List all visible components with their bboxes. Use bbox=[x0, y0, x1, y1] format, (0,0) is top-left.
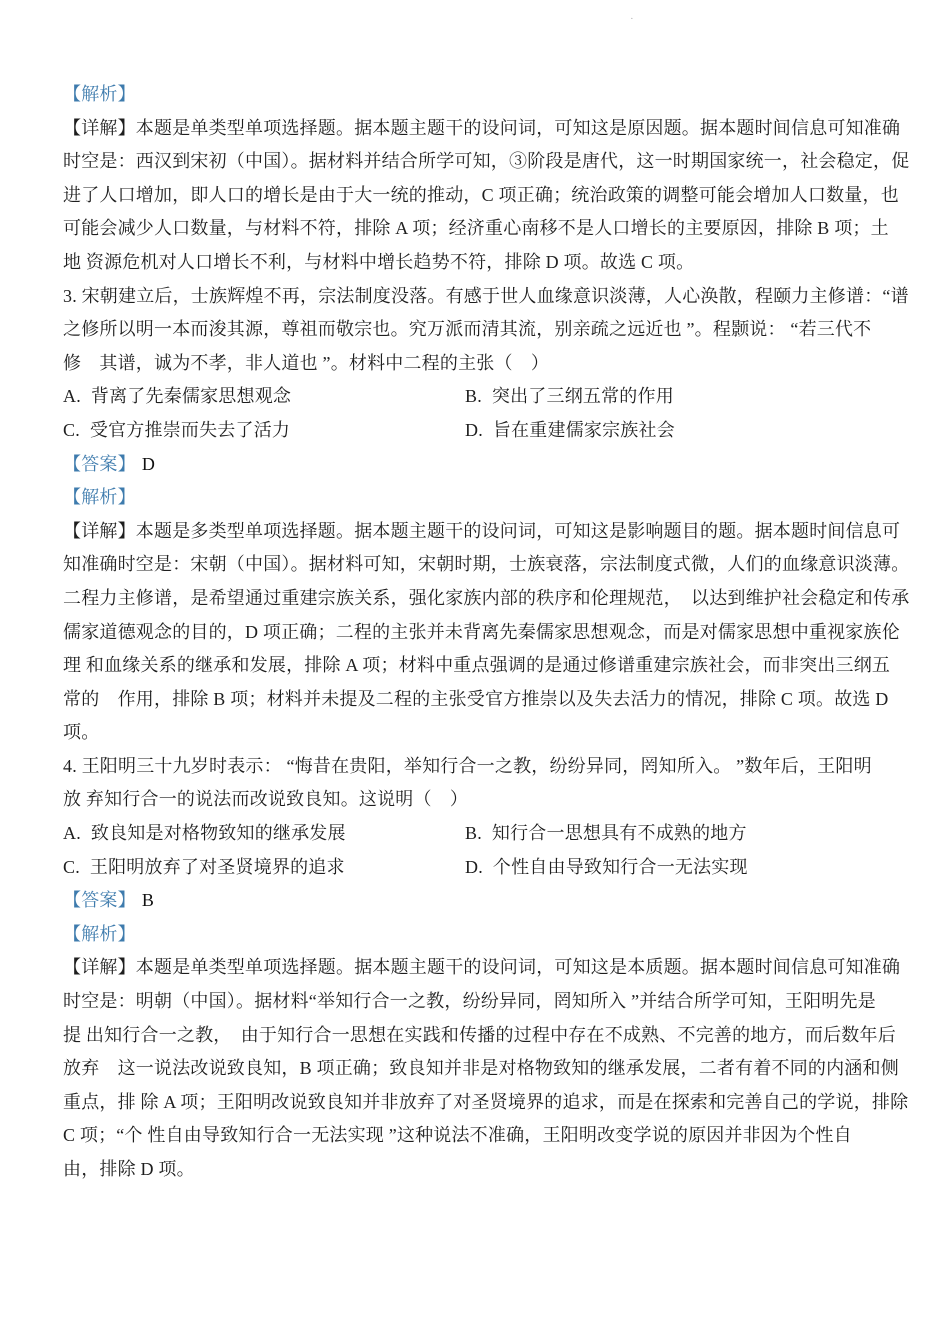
text-line: 修 其谱，诚为不孝，非人道也 ”。材料中二程的主张（ ） bbox=[63, 352, 550, 373]
text-line: 重点，排 除 A 项；王阳明改说致良知并非放弃了对圣贤境界的追求，而是在探索和完善自己的学说，排除 bbox=[63, 1091, 909, 1112]
option-text: 王阳明放弃了对圣贤境界的追求 bbox=[89, 856, 345, 877]
section-question-3 bbox=[63, 280, 925, 750]
option-text: 知行合一思想具有不成熟的地方 bbox=[491, 823, 747, 844]
option-c bbox=[63, 414, 290, 448]
option-key: B. bbox=[465, 823, 482, 844]
analysis-label-line bbox=[63, 918, 925, 952]
option-key: B. bbox=[465, 386, 482, 407]
answer-label: 【答案】 bbox=[63, 453, 136, 474]
option-d bbox=[465, 414, 675, 448]
option-a bbox=[63, 380, 291, 414]
option-key: D. bbox=[465, 856, 483, 877]
text-line: 地 资源危机对人口增长不利，与材料中增长趋势不符，排除 D 项。故选 C 项。 bbox=[63, 251, 695, 272]
text-line: 之修所以明一本而浚其源，尊祖而敬宗也。究万派而清其流，别亲疏之远近也 ”。程颢说： “若三代不 bbox=[63, 319, 872, 340]
text-line: 二程力主修谱，是希望通过重建宗族关系，强化家族内部的秩序和伦理规范， 以达到维护社会稳定和传承 bbox=[63, 587, 910, 608]
answer-line bbox=[63, 884, 925, 918]
analysis-label-line bbox=[63, 481, 925, 515]
analysis-label: 【解析】 bbox=[63, 923, 136, 944]
text-line: 可能会减少人口数量，与材料不符，排除 A 项；经济重心南移不是人口增长的主要原因，排除 B 项；土 bbox=[63, 218, 889, 239]
text-line: 4. 王阳明三十九岁时表示： “悔昔在贵阳，举知行合一之教，纷纷异同，罔知所入。 ”数年后，王阳明 bbox=[63, 755, 872, 776]
stray-mark: · bbox=[630, 13, 634, 25]
answer-value: D bbox=[141, 453, 156, 474]
analysis-label: 【解析】 bbox=[63, 84, 136, 104]
options-row bbox=[63, 817, 925, 851]
option-text: 突出了三纲五常的作用 bbox=[491, 386, 674, 407]
answer-value: B bbox=[141, 890, 155, 911]
options-row bbox=[63, 414, 925, 448]
text-line: 时空是：明朝（中国）。据材料“举知行合一之教，纷纷异同，罔知所入 ”并结合所学可知，王阳明先是 bbox=[63, 991, 876, 1012]
option-key: C. bbox=[63, 856, 80, 877]
text-line: C 项；“个 性自由导致知行合一无法实现 ”这种说法不准确，王阳明改变学说的原因并非因为个性自 bbox=[63, 1125, 852, 1146]
section-question-4 bbox=[63, 750, 925, 1187]
text-line: 常的 作用，排除 B 项；材料并未提及二程的主张受官方推崇以及失去活力的情况，排除 C 项。故选 D bbox=[63, 688, 889, 709]
option-a bbox=[63, 817, 346, 851]
text-line: 【详解】本题是单类型单项选择题。据本题主题干的设问词，可知这是本质题。据本题时间信息可知准确 bbox=[63, 957, 901, 978]
option-text: 个性自由导致知行合一无法实现 bbox=[492, 856, 748, 877]
text-line: 【详解】本题是单类型单项选择题。据本题主题干的设问词，可知这是原因题。据本题时间信息可知准确 bbox=[63, 117, 901, 138]
text-line: 【详解】本题是多类型单项选择题。据本题主题干的设问词，可知这是影响题目的题。据本题时间信息可 bbox=[63, 520, 901, 541]
option-d bbox=[465, 851, 748, 885]
answer-line bbox=[63, 448, 925, 482]
text-line: 理 和血缘关系的继承和发展，排除 A 项；材料中重点强调的是通过修谱重建宗族社会，而非突出三纲五 bbox=[63, 655, 891, 676]
text-line: 项。 bbox=[63, 722, 100, 743]
options-row bbox=[63, 380, 925, 414]
option-key: D. bbox=[465, 419, 483, 440]
text-line: 儒家道德观念的目的，D 项正确；二程的主张并未背离先秦儒家思想观念，而是对儒家思想中重视家族伦 bbox=[63, 621, 900, 642]
text-line: 知准确时空是：宋朝（中国）。据材料可知，宋朝时期，士族衰落，宗法制度式微，人们的血缘意识淡薄。 bbox=[63, 554, 910, 575]
option-text: 致良知是对格物致知的继承发展 bbox=[90, 823, 346, 844]
text-line: 3. 宋朝建立后，士族辉煌不再，宗法制度没落。有感于世人血缘意识淡薄，人心涣散，程颐力主修谱：“谱 bbox=[63, 285, 909, 306]
option-text: 背离了先秦儒家思想观念 bbox=[90, 386, 292, 407]
text-line: 放 弃知行合一的说法而改说致良知。这说明（ ） bbox=[63, 789, 469, 810]
option-key: C. bbox=[63, 419, 80, 440]
option-text: 旨在重建儒家宗族社会 bbox=[492, 419, 675, 440]
text-line: 进了人口增加，即人口的增长是由于大一统的推动，C 项正确；统治政策的调整可能会增加人口数量，也 bbox=[63, 184, 899, 205]
section-q2-analysis bbox=[63, 78, 925, 280]
option-b bbox=[465, 817, 747, 851]
option-key: A. bbox=[63, 823, 81, 844]
text-line: 时空是：西汉到宋初（中国）。据材料并结合所学可知，③阶段是唐代，这一时期国家统一，社会稳定，促 bbox=[63, 151, 910, 172]
analysis-label: 【解析】 bbox=[63, 487, 136, 508]
option-b bbox=[465, 380, 674, 414]
options-row bbox=[63, 851, 925, 885]
document-content bbox=[63, 78, 925, 1187]
text-line: 由，排除 D 项。 bbox=[63, 1159, 195, 1179]
option-c bbox=[63, 851, 345, 885]
text-line: 提 出知行合一之教， 由于知行合一思想在实践和传播的过程中存在不成熟、不完善的地方，而后数年后 bbox=[63, 1024, 896, 1045]
text-line: 放弃 这一说法改说致良知，B 项正确；致良知并非是对格物致知的继承发展，二者有着不同的内涵和侧 bbox=[63, 1058, 899, 1079]
option-text: 受官方推崇而失去了活力 bbox=[89, 419, 291, 440]
analysis-label-line bbox=[63, 78, 925, 112]
option-key: A. bbox=[63, 386, 81, 407]
answer-label: 【答案】 bbox=[63, 890, 136, 911]
